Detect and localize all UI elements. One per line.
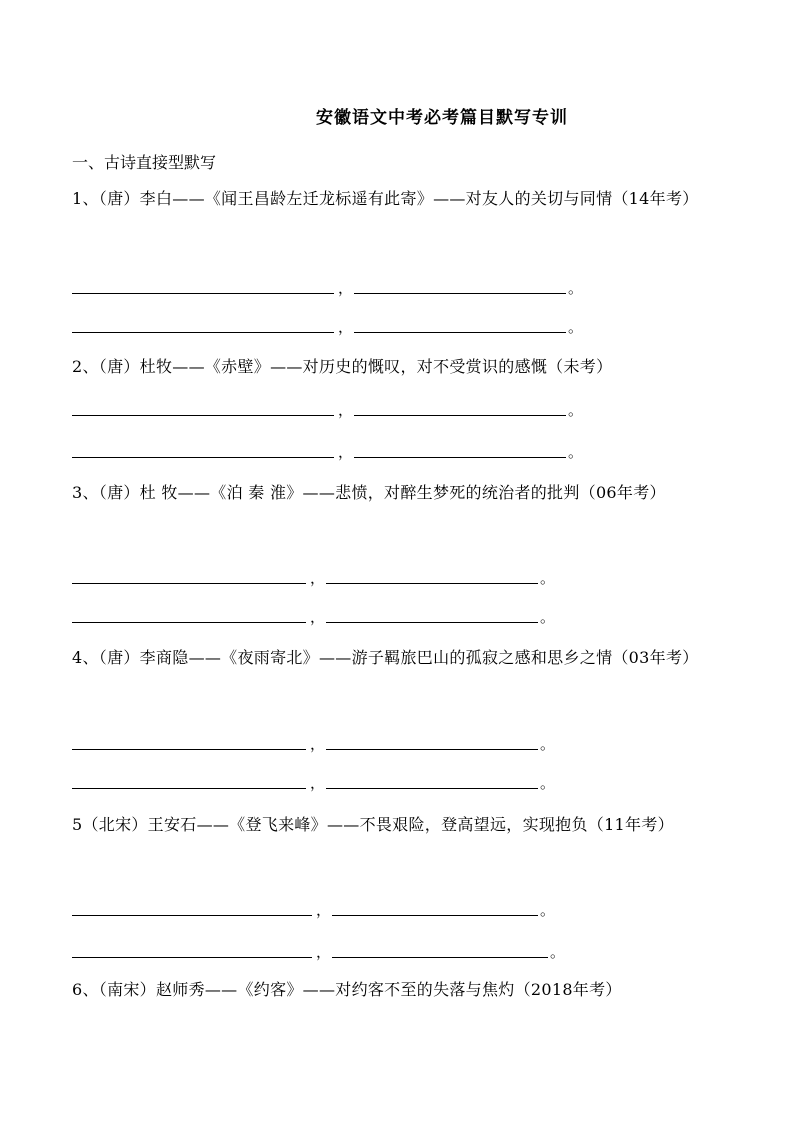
period-mark: 。 <box>568 401 584 419</box>
answer-blank[interactable] <box>354 292 566 294</box>
period-mark: 。 <box>540 735 556 753</box>
answer-blank[interactable] <box>72 621 306 623</box>
answer-blank[interactable] <box>354 414 566 416</box>
comma-mark: ， <box>338 279 354 297</box>
period-mark: 。 <box>568 318 584 336</box>
answer-blank[interactable] <box>72 956 312 958</box>
answer-row <box>72 440 732 460</box>
answer-blank[interactable] <box>72 331 334 333</box>
page-title: 安徽语文中考必考篇目默写专训 <box>316 108 568 128</box>
answer-row <box>72 940 732 960</box>
answer-blank[interactable] <box>332 914 538 916</box>
period-mark: 。 <box>550 943 566 961</box>
comma-mark: ， <box>338 443 354 461</box>
question-item-2: 2、（唐）杜牧——《赤壁》——对历史的慨叹，对不受赏识的感慨（未考） <box>72 357 613 376</box>
question-item-5: 5（北宋）王安石——《登飞来峰》——不畏艰险，登高望远，实现抱负（11年考） <box>72 815 674 834</box>
comma-mark: ， <box>310 608 326 626</box>
answer-row <box>72 898 732 918</box>
comma-mark: ， <box>316 943 332 961</box>
answer-row <box>72 276 732 296</box>
comma-mark: ， <box>316 901 332 919</box>
answer-row <box>72 566 732 586</box>
answer-blank[interactable] <box>72 748 306 750</box>
comma-mark: ， <box>338 401 354 419</box>
answer-blank[interactable] <box>332 956 548 958</box>
question-item-6: 6、（南宋）赵师秀——《约客》——对约客不至的失落与焦灼（2018年考） <box>72 980 622 999</box>
answer-row <box>72 398 732 418</box>
question-item-3: 3、（唐）杜 牧——《泊 秦 淮》——悲愤，对醉生梦死的统治者的批判（06年考） <box>72 483 666 502</box>
answer-row <box>72 605 732 625</box>
answer-row <box>72 732 732 752</box>
period-mark: 。 <box>540 901 556 919</box>
comma-mark: ， <box>310 569 326 587</box>
comma-mark: ， <box>310 735 326 753</box>
comma-mark: ， <box>338 318 354 336</box>
question-item-1: 1、（唐）李白——《闻王昌龄左迁龙标遥有此寄》——对友人的关切与同情（14年考） <box>72 189 699 208</box>
question-item-4: 4、（唐）李商隐——《夜雨寄北》——游子羁旅巴山的孤寂之感和思乡之情（03年考） <box>72 648 699 667</box>
period-mark: 。 <box>540 608 556 626</box>
answer-blank[interactable] <box>72 456 334 458</box>
answer-blank[interactable] <box>72 787 306 789</box>
answer-blank[interactable] <box>72 914 312 916</box>
answer-blank[interactable] <box>354 456 566 458</box>
answer-blank[interactable] <box>326 748 538 750</box>
comma-mark: ， <box>310 774 326 792</box>
answer-blank[interactable] <box>326 621 538 623</box>
period-mark: 。 <box>540 569 556 587</box>
period-mark: 。 <box>568 443 584 461</box>
answer-row <box>72 315 732 335</box>
answer-blank[interactable] <box>72 292 334 294</box>
period-mark: 。 <box>568 279 584 297</box>
answer-row <box>72 771 732 791</box>
answer-blank[interactable] <box>326 582 538 584</box>
section-heading: 一、古诗直接型默写 <box>72 153 217 172</box>
answer-blank[interactable] <box>326 787 538 789</box>
answer-blank[interactable] <box>354 331 566 333</box>
answer-blank[interactable] <box>72 582 306 584</box>
period-mark: 。 <box>540 774 556 792</box>
answer-blank[interactable] <box>72 414 334 416</box>
